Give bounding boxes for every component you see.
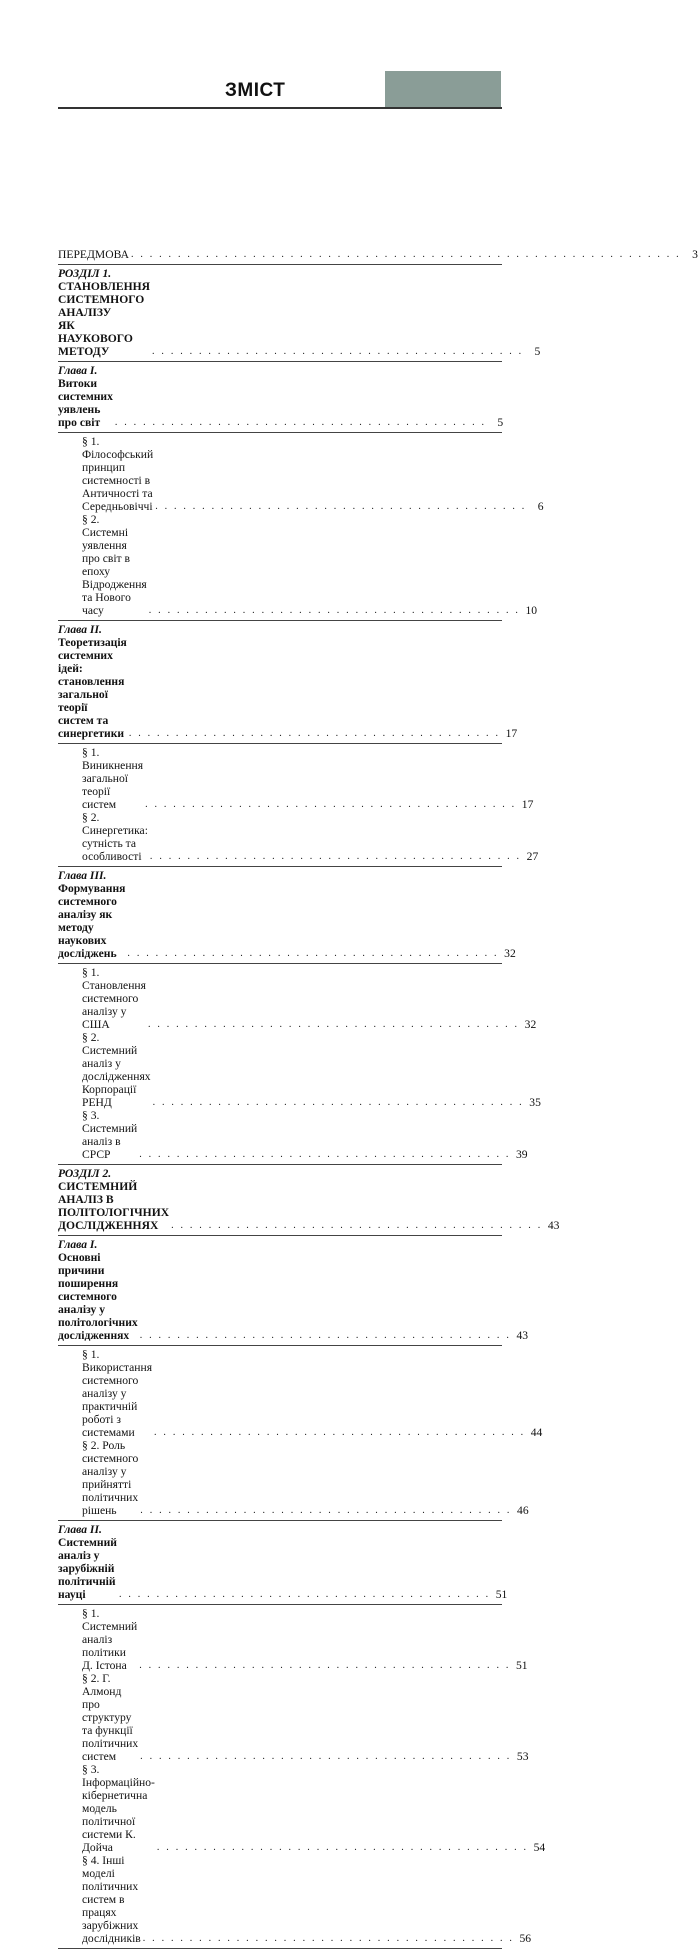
page-number: 27	[526, 850, 539, 863]
page-title: ЗМІСТ	[225, 80, 286, 101]
page-number: 17	[505, 727, 518, 740]
toc-entry-paragraph[interactable]	[58, 811, 539, 863]
entry-text: § 2. Г. Алмонд про структуру та функції політичних систем	[82, 1672, 139, 1763]
page-number: 44	[530, 1426, 543, 1439]
title-underline	[58, 107, 502, 109]
page-number: 17	[521, 798, 534, 811]
section-label: РОЗДІЛ 2.	[58, 1167, 112, 1180]
page-number: 5	[534, 345, 541, 358]
entry-text: § 2. Системний аналіз у дослідженнях Корпорації РЕНД	[82, 1031, 151, 1109]
entry-text: § 4. Інші моделі політичних систем в працях зарубіжних дослідників	[82, 1854, 141, 1945]
divider	[58, 1604, 502, 1605]
page-number: 43	[516, 1329, 529, 1342]
dot-leader: . . . . . . . . . . . . . . . . . . . . . . . . . . . . . . . . . . . . . . . .	[139, 1330, 512, 1341]
divider	[58, 743, 502, 744]
divider	[58, 1345, 502, 1346]
divider	[58, 361, 502, 362]
dot-leader: . . . . . . . . . . . . . . . . . . . . . . . . . . . . . . . . . . . . . . . .	[140, 1751, 512, 1762]
divider	[58, 1948, 502, 1949]
entry-text: § 2. Системні уявлення про світ в епоху Відродження та Нового часу	[82, 513, 147, 617]
entry-text: ПЕРЕДМОВА	[58, 248, 129, 261]
dot-leader: . . . . . . . . . . . . . . . . . . . . . . . . . . . . . . . . . . . . . . . .	[152, 1097, 524, 1108]
chapter-label: Глава ІІ.	[58, 1523, 102, 1536]
dot-leader: . . . . . . . . . . . . . . . . . . . . . . . . . . . . . . . . . . . . . . . .	[154, 1427, 526, 1438]
toc-entry-paragraph[interactable]	[58, 1763, 546, 1854]
page-number: 32	[524, 1018, 537, 1031]
dot-leader: . . . . . . . . . . . . . . . . . . . . . . . . . . . . . . . . . . . . . . . .	[139, 1149, 511, 1160]
toc-entry-paragraph[interactable]	[58, 1607, 528, 1672]
toc-entry-paragraph[interactable]	[58, 746, 534, 811]
page-number: 53	[516, 1750, 529, 1763]
page-number: 54	[533, 1841, 546, 1854]
dot-leader: . . . . . . . . . . . . . . . . . . . . . . . . . . . . . . . . . . . . . . . .	[114, 417, 487, 428]
table-of-contents	[58, 248, 698, 1951]
dot-leader: . . . . . . . . . . . . . . . . . . . . . . . . . . . . . . . . . . . . . . . .	[152, 346, 524, 357]
section-title: СИСТЕМНИЙ АНАЛІЗ В ПОЛІТОЛОГІЧНИХ ДОСЛІДЖЕННЯХ	[58, 1180, 170, 1232]
dot-leader: . . . . . . . . . . . . . . . . . . . . . . . . . . . . . . . . . . . . . . . .	[156, 1842, 529, 1853]
toc-entry-paragraph[interactable]	[58, 1854, 532, 1945]
entry-text: § 2. Роль системного аналізу у прийнятті політичних рішень	[82, 1439, 139, 1517]
chapter-title: Теоретизація системних ідей: становлення загальної теорії систем та синергетики	[58, 636, 127, 740]
toc-entry-preface[interactable]	[58, 248, 698, 261]
entry-text: § 3. Інформаційно-кібернетична модель політичної системи К. Дойча	[82, 1763, 155, 1854]
dot-leader: . . . . . . . . . . . . . . . . . . . . . . . . . . . . . . . . . . . . . . . .	[149, 851, 522, 862]
page-number: 43	[547, 1219, 560, 1232]
toc-entry-paragraph[interactable]	[58, 966, 537, 1031]
page-number: 35	[529, 1096, 541, 1109]
dot-leader: . . . . . . . . . . . . . . . . . . . . . . . . . . . . . . . . . . . . . . . . . . . . . . . . . . . . . . . . . . .	[130, 249, 681, 260]
page-number: 51	[515, 1659, 528, 1672]
page-number: 56	[519, 1932, 532, 1945]
chapter-label: Глава ІІІ.	[58, 869, 107, 882]
section-title: СТАНОВЛЕННЯ СИСТЕМНОГО АНАЛІЗУ ЯК НАУКОВОГО МЕТОДУ	[58, 280, 151, 358]
decorative-rectangle	[385, 71, 501, 108]
dot-leader: . . . . . . . . . . . . . . . . . . . . . . . . . . . . . . . . . . . . . . . .	[140, 1505, 512, 1516]
dot-leader: . . . . . . . . . . . . . . . . . . . . . . . . . . . . . . . . . . . . . . . .	[142, 1933, 515, 1944]
entry-text: § 3. Системний аналіз в СРСР	[82, 1109, 138, 1161]
divider	[58, 1520, 502, 1521]
toc-entry-section-2[interactable]	[58, 1167, 560, 1232]
toc-entry-paragraph[interactable]	[58, 513, 538, 617]
entry-text: § 1. Використання системного аналізу у практичній роботі з системами	[82, 1348, 153, 1439]
divider	[58, 1164, 502, 1165]
chapter-title: Витоки системних уявлень про світ	[58, 377, 113, 429]
toc-entry-paragraph[interactable]	[58, 1348, 543, 1439]
entry-text: § 1. Становлення системного аналізу у США	[82, 966, 146, 1031]
chapter-label: Глава І.	[58, 1238, 98, 1251]
entry-text: § 1. Філософський принцип системності в Античності та Середньовіччі	[82, 435, 154, 513]
section-label: РОЗДІЛ 1.	[58, 267, 112, 280]
page-number: 6	[537, 500, 544, 513]
page-number: 51	[495, 1588, 508, 1601]
toc-entry-chapter[interactable]	[58, 869, 516, 960]
toc-entry-chapter[interactable]	[58, 1523, 508, 1601]
toc-entry-chapter[interactable]	[58, 364, 502, 429]
divider	[58, 1235, 502, 1236]
chapter-title: Формування системного аналізу як методу наукових досліджень	[58, 882, 126, 960]
dot-leader: . . . . . . . . . . . . . . . . . . . . . . . . . . . . . . . . . . . . . . . .	[155, 501, 527, 512]
chapter-label: Глава І.	[58, 364, 98, 377]
chapter-title: Основні причини поширення системного аналізу у політологічних дослідженнях	[58, 1251, 138, 1342]
divider	[58, 264, 502, 265]
header	[0, 0, 545, 112]
toc-entry-paragraph[interactable]	[58, 1109, 528, 1161]
dot-leader: . . . . . . . . . . . . . . . . . . . . . . . . . . . . . . . . . . . . . . . .	[118, 1589, 491, 1600]
chapter-title: Системний аналіз у зарубіжній політичній науці	[58, 1536, 117, 1601]
dot-leader: . . . . . . . . . . . . . . . . . . . . . . . . . . . . . . . . . . . . . . . .	[139, 1660, 511, 1671]
divider	[58, 432, 502, 433]
toc-entry-paragraph[interactable]	[58, 1439, 529, 1517]
page-number: 46	[517, 1504, 529, 1517]
dot-leader: . . . . . . . . . . . . . . . . . . . . . . . . . . . . . . . . . . . . . . . .	[127, 948, 499, 959]
dot-leader: . . . . . . . . . . . . . . . . . . . . . . . . . . . . . . . . . . . . . . . .	[147, 1019, 520, 1030]
toc-entry-section-1[interactable]	[58, 267, 541, 358]
toc-entry-chapter[interactable]	[58, 623, 518, 740]
dot-leader: . . . . . . . . . . . . . . . . . . . . . . . . . . . . . . . . . . . . . . . .	[148, 605, 521, 616]
toc-entry-chapter[interactable]	[58, 1238, 529, 1342]
dot-leader: . . . . . . . . . . . . . . . . . . . . . . . . . . . . . . . . . . . . . . . .	[171, 1220, 543, 1231]
divider	[58, 866, 502, 867]
entry-text: § 1. Виникнення загальної теорії систем	[82, 746, 144, 811]
toc-entry-paragraph[interactable]	[58, 435, 544, 513]
chapter-label: Глава ІІ.	[58, 623, 102, 636]
toc-entry-paragraph[interactable]	[58, 1672, 529, 1763]
page-number: 32	[504, 947, 516, 960]
divider	[58, 620, 502, 621]
dot-leader: . . . . . . . . . . . . . . . . . . . . . . . . . . . . . . . . . . . . . . . .	[145, 799, 517, 810]
page-number: 39	[515, 1148, 528, 1161]
toc-entry-paragraph[interactable]	[58, 1031, 541, 1109]
page-number: 5	[497, 416, 504, 429]
divider	[58, 963, 502, 964]
entry-text: § 1. Системний аналіз політики Д. Істона	[82, 1607, 138, 1672]
entry-text: § 2. Синергетика: сутність та особливості	[82, 811, 148, 863]
dot-leader: . . . . . . . . . . . . . . . . . . . . . . . . . . . . . . . . . . . . . . . .	[128, 728, 501, 739]
page-number: 10	[525, 604, 538, 617]
page-number: 3	[692, 248, 698, 261]
